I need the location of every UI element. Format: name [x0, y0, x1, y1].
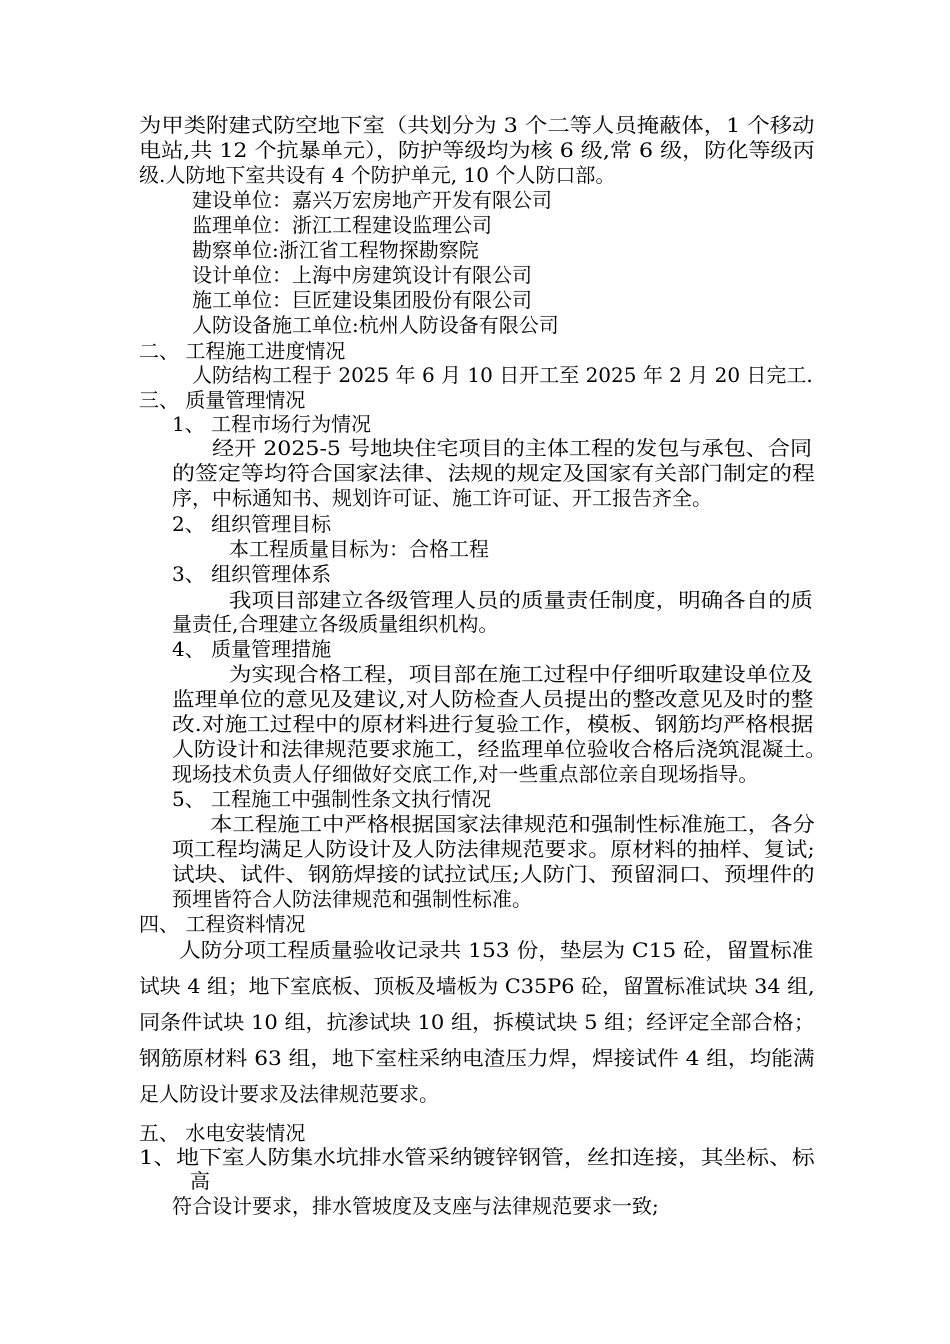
text-line: 电站,共 12 个抗暴单元），防护等级均为核 6 级,常 6 级，防化等级丙 [139, 138, 815, 162]
text-line: 为实现合格工程，项目部在施工过程中仔细听取建设单位及 [229, 662, 813, 686]
text-line: 建设单位：嘉兴万宏房地产开发有限公司 [192, 188, 552, 212]
text-line: 五、 水电安装情况 [139, 1121, 306, 1145]
text-line: 4、 质量管理措施 [172, 637, 332, 661]
text-line: 3、 组织管理体系 [172, 562, 332, 586]
text-line: 量责任,合理建立各级质量组织机构。 [172, 612, 499, 636]
text-line: 本工程质量目标为：合格工程 [229, 537, 489, 561]
text-line: 的签定等均符合国家法律、法规的规定及国家有关部门制定的程 [172, 461, 815, 485]
text-line: 项工程均满足人防设计及人防法律规范要求。原材料的抽样、复试; [172, 837, 815, 861]
text-line: 经开 2025-5 号地块住宅项目的主体工程的发包与承包、合同 [212, 436, 813, 460]
text-line: 三、 质量管理情况 [139, 388, 306, 412]
text-line: 监理单位：浙江工程建设监理公司 [192, 213, 492, 237]
text-line: 我项目部建立各级管理人员的质量责任制度，明确各自的质 [229, 588, 813, 612]
text-line: 足人防设计要求及法律规范要求。 [139, 1082, 439, 1106]
text-line: 改.对施工过程中的原材料进行复验工作，模板、钢筋均严格根据 [172, 712, 814, 736]
text-line: 监理单位的意见及建议,对人防检查人员提出的整改意见及时的整 [172, 687, 814, 711]
text-line: 钢筋原材料 63 组，地下室柱采纳电渣压力焊，焊接试件 4 组，均能满 [139, 1046, 815, 1070]
text-line: 人防结构工程于 2025 年 6 月 10 日开工至 2025 年 2 月 20 日完工. [192, 363, 813, 387]
text-line: 本工程施工中严格根据国家法律规范和强制性标准施工，各分 [210, 812, 815, 836]
text-line: 人防设计和法律规范要求施工，经监理单位验收合格后浇筑混凝土。 [172, 737, 827, 761]
text-line: 预埋皆符合人防法律规范和强制性标准。 [172, 887, 532, 911]
text-line: 施工单位：巨匠建设集团股份有限公司 [192, 288, 532, 312]
text-line: 人防设备施工单位:杭州人防设备有限公司 [192, 313, 559, 337]
text-line: 四、 工程资料情况 [139, 912, 306, 936]
text-line: 现场技术负责人仔细做好交底工作,对一些重点部位亲自现场指导。 [172, 762, 759, 786]
text-line: 1、 工程市场行为情况 [172, 412, 372, 436]
text-line: 5、 工程施工中强制性条文执行情况 [172, 787, 492, 811]
text-line: 试块 4 组；地下室底板、顶板及墙板为 C35P6 砼，留置标准试块 34 组, [139, 974, 815, 998]
text-line: 试块、试件、钢筋焊接的试拉试压;人防门、预留洞口、预埋件的 [172, 862, 815, 886]
text-line: 符合设计要求，排水管坡度及支座与法律规范要求一致; [172, 1194, 659, 1218]
text-line: 人防分项工程质量验收记录共 153 份，垫层为 C15 砼，留置标准 [179, 938, 814, 962]
text-line: 同条件试块 10 组，抗渗试块 10 组，拆模试块 5 组；经评定全部合格； [139, 1010, 815, 1034]
text-line: 序，中标通知书、规划许可证、施工许可证、开工报告齐全。 [172, 486, 712, 510]
text-line: 2、 组织管理目标 [172, 512, 332, 536]
text-line: 设计单位：上海中房建筑设计有限公司 [192, 263, 532, 287]
text-line: 高 [190, 1169, 210, 1193]
text-line: 勘察单位:浙江省工程物探勘察院 [192, 238, 479, 262]
text-line: 1、地下室人防集水坑排水管采纳镀锌钢管，丝扣连接，其坐标、标 [139, 1145, 815, 1169]
text-line: 级.人防地下室共设有 4 个防护单元, 10 个人防口部。 [139, 163, 616, 187]
text-line: 为甲类附建式防空地下室（共划分为 3 个二等人员掩蔽体，1 个移动 [139, 113, 815, 137]
text-line: 二、 工程施工进度情况 [139, 339, 346, 363]
